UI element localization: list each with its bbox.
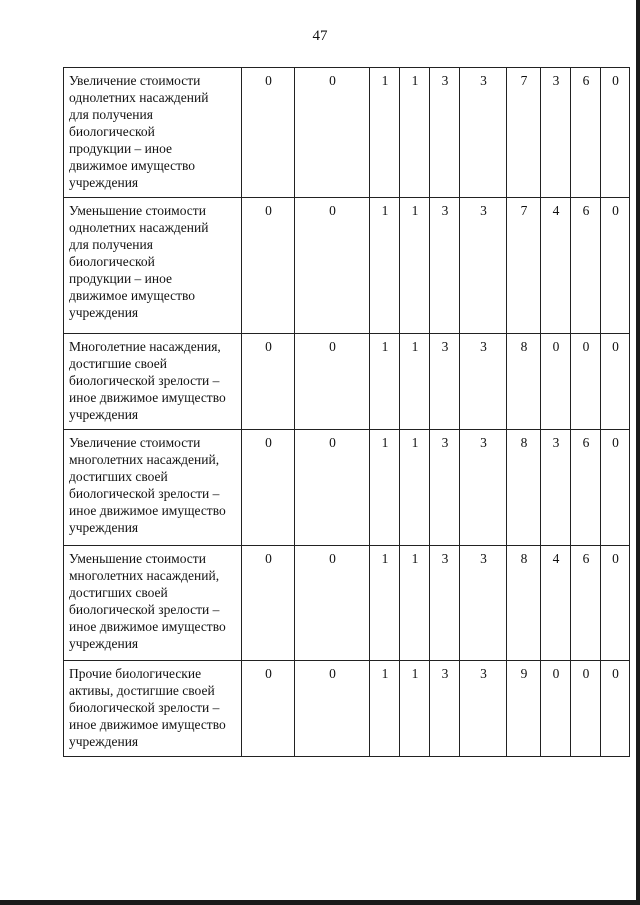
code-digit: 0 [295, 430, 370, 546]
table-row [64, 546, 630, 661]
code-digit: 4 [541, 198, 571, 334]
code-digit: 0 [541, 334, 571, 430]
code-digit: 0 [295, 661, 370, 757]
description-line: биологической зрелости – [69, 373, 220, 388]
description-line: иное движимое имущество [69, 619, 226, 634]
page-number: 47 [312, 28, 328, 44]
code-digit: 3 [430, 546, 460, 661]
description-line: движимое имущество [69, 158, 196, 173]
description-line: активы, достигшие своей [69, 683, 215, 698]
code-digit: 8 [507, 546, 541, 661]
code-digit: 0 [295, 334, 370, 430]
code-digit: 3 [460, 68, 507, 198]
code-digit: 0 [242, 68, 295, 198]
code-digit: 0 [295, 68, 370, 198]
code-digit: 0 [242, 430, 295, 546]
code-digit: 6 [571, 198, 601, 334]
description-line: для получения [69, 107, 153, 122]
code-digit: 0 [242, 546, 295, 661]
code-digit: 1 [400, 198, 430, 334]
table-row [64, 68, 630, 198]
description-line: Увеличение стоимости [69, 73, 201, 88]
code-digit: 1 [370, 546, 400, 661]
description-line: Прочие биологические [69, 666, 202, 681]
code-digit: 3 [430, 430, 460, 546]
code-digit: 0 [571, 661, 601, 757]
page-edge-right [636, 0, 640, 905]
description-line: биологической зрелости – [69, 700, 220, 715]
description-line: движимое имущество [69, 288, 196, 303]
code-digit: 4 [541, 546, 571, 661]
description-line: Уменьшение стоимости [69, 551, 206, 566]
description-line: учреждения [69, 520, 139, 535]
description-line: биологической зрелости – [69, 486, 220, 501]
row-description [64, 430, 242, 546]
description-line: продукции – иное [69, 141, 173, 156]
description-line: Многолетние насаждения, [69, 339, 221, 354]
page-edge-bottom [0, 900, 640, 905]
code-digit: 0 [601, 334, 630, 430]
code-digit: 1 [400, 430, 430, 546]
code-digit: 1 [400, 546, 430, 661]
row-description [64, 661, 242, 757]
code-digit: 1 [400, 68, 430, 198]
description-line: учреждения [69, 407, 139, 422]
code-digit: 0 [601, 198, 630, 334]
code-digit: 0 [242, 661, 295, 757]
code-digit: 3 [430, 334, 460, 430]
code-digit: 3 [460, 430, 507, 546]
code-digit: 6 [571, 68, 601, 198]
description-line: однолетних насаждений [69, 220, 209, 235]
code-digit: 8 [507, 430, 541, 546]
description-line: достигших своей [69, 585, 168, 600]
description-line: учреждения [69, 175, 139, 190]
code-digit: 1 [370, 661, 400, 757]
description-line: биологической [69, 124, 155, 139]
code-digit: 1 [370, 430, 400, 546]
description-line: достигших своей [69, 469, 168, 484]
code-digit: 1 [400, 661, 430, 757]
description-line: многолетних насаждений, [69, 452, 220, 467]
code-digit: 3 [430, 68, 460, 198]
code-digit: 3 [460, 198, 507, 334]
account-codes-table [63, 67, 630, 757]
description-line: учреждения [69, 305, 139, 320]
code-digit: 3 [460, 661, 507, 757]
row-description [64, 334, 242, 430]
code-digit: 1 [370, 198, 400, 334]
code-digit: 3 [460, 334, 507, 430]
description-line: однолетних насаждений [69, 90, 209, 105]
code-digit: 0 [295, 546, 370, 661]
table-row [64, 334, 630, 430]
code-digit: 0 [601, 430, 630, 546]
description-line: иное движимое имущество [69, 390, 226, 405]
code-digit: 3 [541, 430, 571, 546]
code-digit: 3 [430, 198, 460, 334]
description-line: достигшие своей [69, 356, 168, 371]
code-digit: 0 [541, 661, 571, 757]
code-digit: 0 [571, 334, 601, 430]
code-digit: 0 [242, 198, 295, 334]
code-digit: 3 [460, 546, 507, 661]
description-line: для получения [69, 237, 153, 252]
description-line: иное движимое имущество [69, 717, 226, 732]
code-digit: 1 [400, 334, 430, 430]
code-digit: 0 [601, 68, 630, 198]
table-row [64, 198, 630, 334]
description-line: учреждения [69, 734, 139, 749]
code-digit: 0 [242, 334, 295, 430]
description-line: Увеличение стоимости [69, 435, 201, 450]
code-digit: 7 [507, 198, 541, 334]
code-digit: 1 [370, 68, 400, 198]
code-digit: 0 [295, 198, 370, 334]
description-line: иное движимое имущество [69, 503, 226, 518]
description-line: биологической зрелости – [69, 602, 220, 617]
code-digit: 0 [601, 546, 630, 661]
row-description [64, 198, 242, 334]
description-line: учреждения [69, 636, 139, 651]
code-digit: 6 [571, 546, 601, 661]
code-digit: 9 [507, 661, 541, 757]
description-line: биологической [69, 254, 155, 269]
code-digit: 3 [430, 661, 460, 757]
table-row [64, 430, 630, 546]
table-row [64, 661, 630, 757]
code-digit: 6 [571, 430, 601, 546]
row-description [64, 546, 242, 661]
code-digit: 7 [507, 68, 541, 198]
description-line: многолетних насаждений, [69, 568, 220, 583]
row-description [64, 68, 242, 198]
description-line: продукции – иное [69, 271, 173, 286]
code-digit: 3 [541, 68, 571, 198]
code-digit: 8 [507, 334, 541, 430]
description-line: Уменьшение стоимости [69, 203, 206, 218]
code-digit: 0 [601, 661, 630, 757]
code-digit: 1 [370, 334, 400, 430]
